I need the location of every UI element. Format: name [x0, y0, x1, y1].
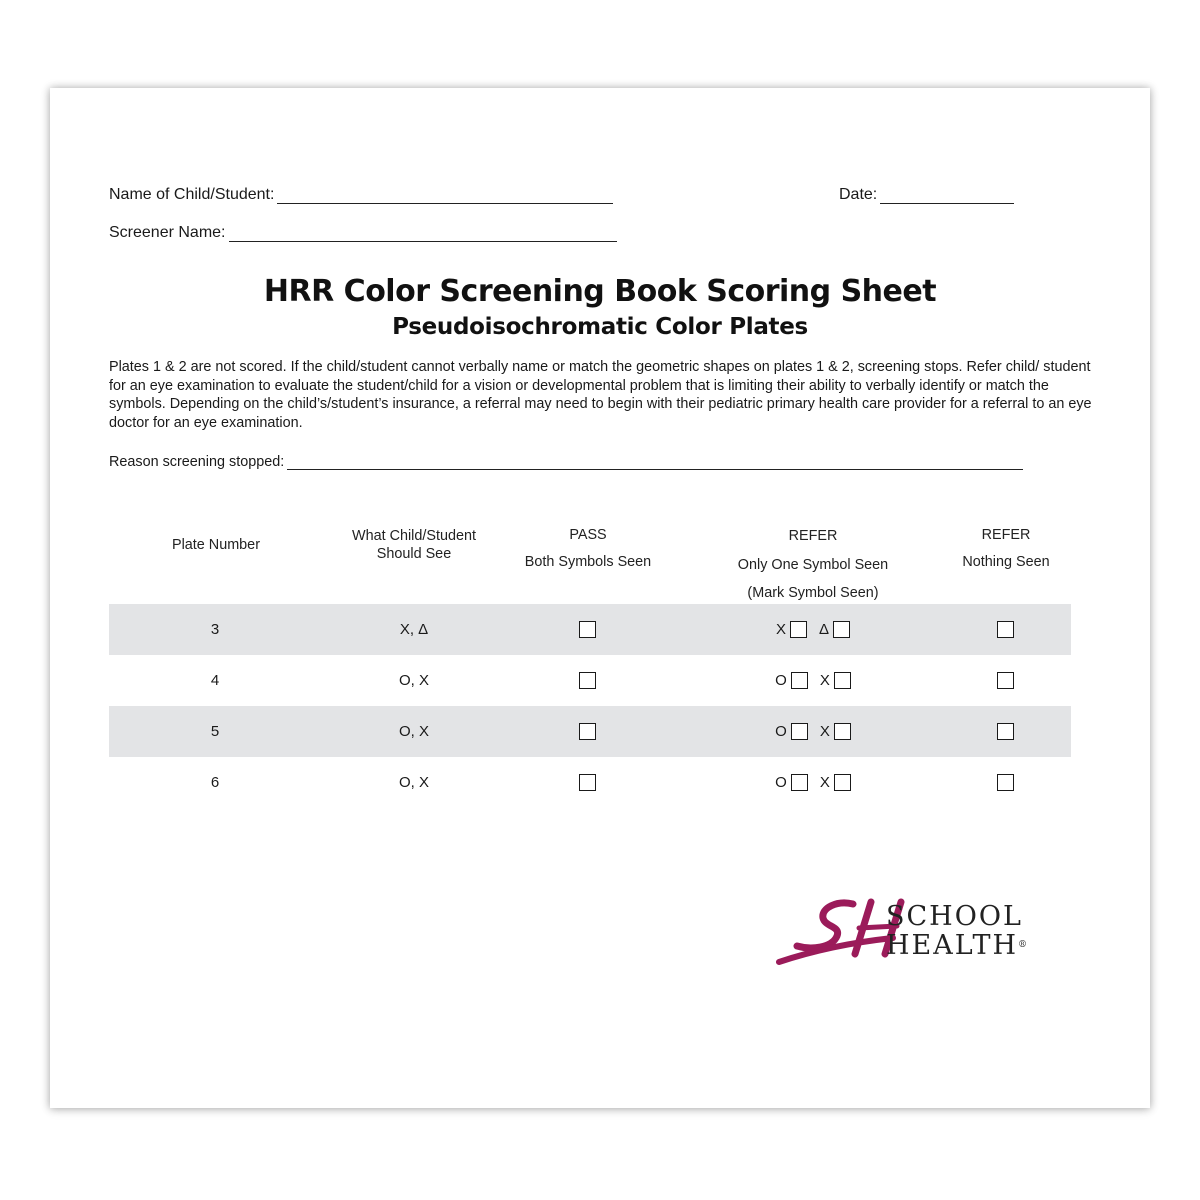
reason-stopped-label: Reason screening stopped: [109, 454, 285, 470]
expected-symbols: O, X [398, 672, 429, 689]
expected-symbols: O, X [398, 774, 429, 791]
logo-line-school: SCHOOL [886, 901, 1023, 932]
plate-number: 6 [210, 774, 220, 791]
child-name-label: Name of Child/Student: [109, 186, 275, 203]
expected-symbols: O, X [398, 723, 429, 740]
symbol-a-checkbox[interactable] [790, 621, 807, 638]
refer-nothing-cell [975, 706, 1035, 757]
pass-checkbox-cell [557, 706, 617, 757]
symbol-a-checkbox[interactable] [791, 774, 808, 791]
refer-one-cell [723, 706, 903, 757]
header-refer-one-symbol: REFER Only One Symbol Seen (Mark Symbol Seen) [737, 528, 889, 601]
pass-checkbox[interactable] [579, 621, 596, 638]
refer-one-cell [723, 604, 903, 655]
screener-name-line[interactable] [229, 227, 617, 242]
table-row [109, 655, 1071, 706]
header-plate-number: Plate Number [172, 537, 260, 553]
screener-name-field[interactable] [109, 224, 617, 242]
page-subtitle: Pseudoisochromatic Color Plates [392, 314, 808, 340]
symbol-b-checkbox[interactable] [833, 621, 850, 638]
refer-nothing-cell [975, 655, 1035, 706]
instructions-paragraph: Plates 1 & 2 are not scored. If the child/student cannot verbally name or match the geometric shapes on plates 1 & 2, screening stops. Refer child/ student for an eye examination to evaluate the student/child for a vision or developmental problem that is limiting their ability to verbally identify or match the symbols. Depending on the child’s/student’s insurance, a referral may need to begin with their pediatric primary health care provider for a referral to an eye doctor for an eye examination. [109, 359, 1092, 431]
refer-nothing-checkbox[interactable] [997, 723, 1014, 740]
date-label: Date: [839, 186, 878, 203]
symbol-a-label: X [775, 621, 786, 638]
symbol-b-label: X [819, 723, 830, 740]
table-row [109, 757, 1071, 808]
symbol-a-label: O [775, 774, 787, 791]
reason-stopped-line[interactable] [287, 457, 1023, 470]
pass-checkbox[interactable] [579, 723, 596, 740]
symbol-a-checkbox[interactable] [791, 672, 808, 689]
refer-nothing-cell [975, 604, 1035, 655]
date-line[interactable] [880, 189, 1014, 204]
pass-checkbox[interactable] [579, 774, 596, 791]
symbol-b-checkbox[interactable] [834, 774, 851, 791]
refer-nothing-checkbox[interactable] [997, 774, 1014, 791]
date-field[interactable] [839, 186, 1014, 204]
header-pass: PASS Both Symbols Seen [524, 527, 652, 570]
symbol-b-checkbox[interactable] [834, 723, 851, 740]
expected-symbols: X, Δ [399, 621, 429, 638]
refer-nothing-checkbox[interactable] [997, 621, 1014, 638]
header-should-see: What Child/Student Should See [352, 528, 476, 562]
table-row [109, 604, 1071, 655]
screener-name-label: Screener Name: [109, 224, 226, 241]
reason-stopped-field[interactable] [109, 454, 1023, 470]
pass-checkbox[interactable] [579, 672, 596, 689]
header-refer-nothing: REFER Nothing Seen [962, 527, 1050, 570]
symbol-b-label: X [819, 774, 830, 791]
school-health-wordmark [886, 902, 1027, 960]
registered-mark: ® [1018, 940, 1028, 950]
refer-nothing-checkbox[interactable] [997, 672, 1014, 689]
table-row [109, 706, 1071, 757]
plate-number: 5 [210, 723, 220, 740]
symbol-b-checkbox[interactable] [834, 672, 851, 689]
symbol-a-checkbox[interactable] [791, 723, 808, 740]
plate-number: 4 [210, 672, 220, 689]
refer-one-cell [723, 655, 903, 706]
refer-nothing-cell [975, 757, 1035, 808]
page-title: HRR Color Screening Book Scoring Sheet [263, 274, 937, 309]
child-name-line[interactable] [277, 189, 613, 204]
pass-checkbox-cell [557, 604, 617, 655]
symbol-a-label: O [775, 672, 787, 689]
logo-line-health: HEALTH [886, 930, 1019, 961]
symbol-a-label: O [775, 723, 787, 740]
plate-number: 3 [210, 621, 220, 638]
pass-checkbox-cell [557, 655, 617, 706]
pass-checkbox-cell [557, 757, 617, 808]
child-name-field[interactable] [109, 186, 613, 204]
symbol-b-label: Δ [818, 621, 830, 638]
refer-one-cell [723, 757, 903, 808]
symbol-b-label: X [819, 672, 830, 689]
